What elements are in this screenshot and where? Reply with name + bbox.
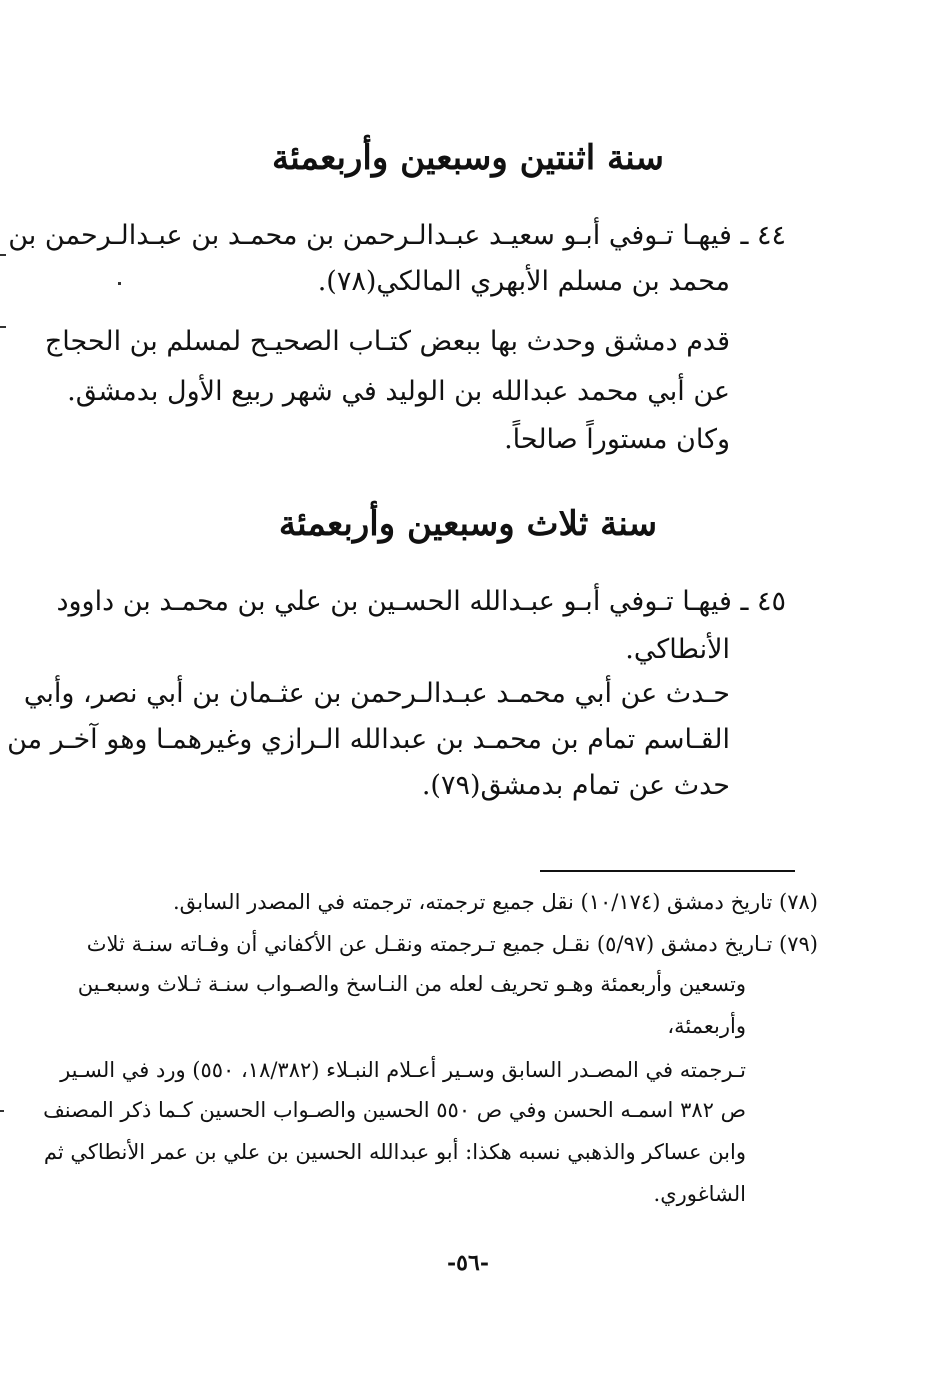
section-heading-473: سنة ثلاث وسبعين وأربعمئة (278, 504, 658, 544)
footnote-79-line-6: وابن عساكر والذهبي نسبه هكذا: أبو عبدالله الحسين بن علي بن عمر الأنطاكي ثم (43, 1140, 746, 1164)
entry-44-body-line-2: عن أبي محمد عبدالله بن الوليد في شهر ربيع الأول بدمشق. (67, 376, 730, 407)
entry-45-line-2: الأنطاكي. (625, 634, 730, 665)
scan-edge-mark (0, 1110, 4, 1112)
footnote-79-line-5: ص ٣٨٢ اسمـه الحسن وفي ص ٥٥٠ الحسين والصـواب الحسين كـما ذكر المصنف (43, 1098, 746, 1122)
scan-speck (118, 282, 121, 285)
entry-44-body-line-1: قدم دمشق وحدث بها ببعض كتـاب الصحيـح لمسلم بن الحجاج (44, 326, 730, 357)
entry-45-line-1: ٤٥ ـ فيهـا تـوفي أبـو عبـدالله الحسـين بن علي بن محمـد بن داوود (56, 586, 786, 617)
entry-44-body-line-3: وكان مستوراً صالحاً. (504, 424, 730, 455)
entry-45-body-line-3: حدث عن تمام بدمشق(٧٩). (421, 770, 730, 801)
footnote-79-line-4: تـرجمته في المصـدر السابق وسـير أعـلام النبـلاء (١٨/٣٨٢، ٥٥٠) ورد في السـير (60, 1058, 746, 1082)
footnote-79-line-2: وتسعين وأربعمئة وهـو تحريف لعله من النـاسخ والصـواب سنـة ثـلاث وسبعـين (77, 972, 746, 996)
page-number: -٥٦- (447, 1250, 489, 1276)
footnote-78-line-1: (٧٨) تاريخ دمشق (١٠/١٧٤) نقل جميع ترجمته، ترجمته في المصدر السابق. (173, 890, 818, 914)
entry-45-body-line-2: القـاسم تمام بن محمـد بن عبدالله الـرازي وغيرهمـا وهو آخـر من (7, 724, 730, 755)
entry-44-line-1: ٤٤ ـ فيهـا تـوفي أبـو سعيـد عبـدالـرحمن بن محمـد بن عبـدالـرحمن بن (8, 220, 786, 251)
scan-edge-mark (0, 254, 6, 256)
footnote-79-line-7: الشاغوري. (653, 1182, 746, 1206)
entry-45-body-line-1: حـدث عن أبي محمـد عبـدالـرحمن بن عثـمان بن أبي نصر، وأبي (23, 678, 730, 709)
footnote-separator (540, 870, 795, 872)
scan-edge-mark (0, 326, 6, 328)
footnote-79-line-3: وأربعمئة، (667, 1014, 746, 1038)
section-heading-472: سنة اثنتين وسبعين وأربعمئة (271, 138, 665, 178)
entry-44-line-2: محمد بن مسلم الأبهري المالكي(٧٨). (317, 266, 730, 297)
footnote-79-line-1: (٧٩) تـاريخ دمشق (٥/٩٧) نقـل جميع تـرجمته ونقـل عن الأكفاني أن وفـاته سنـة ثلاث (86, 932, 818, 956)
